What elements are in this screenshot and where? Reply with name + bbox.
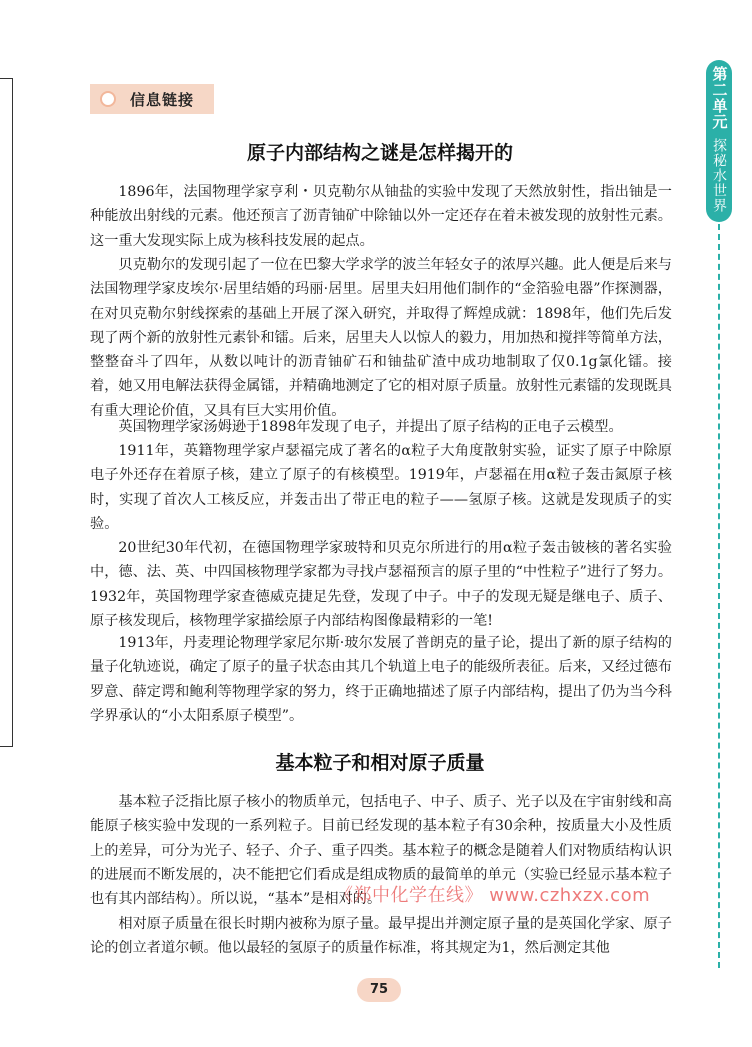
page-number: 75: [357, 978, 401, 1002]
section2-paragraph-2: 相对原子质量在很长时期内被称为原子量。最早提出并测定原子量的是英国化学家、原子论的创立者道尔顿。他以最轻的氢原子的质量作标准，将其规定为1，然后测定其他: [90, 916, 672, 957]
section1-title: 原子内部结构之谜是怎样揭开的: [246, 142, 513, 164]
section1-paragraph-4: 1911年，英籍物理学家卢瑟福完成了著名的α粒子大角度散射实验，证实了原子中除原电子外还存在着原子核，建立了原子的有核模型。1919年，卢瑟福在用α粒子轰击氮原子核时，实现了首次人工核反应，并轰击出了带正电的粒子——氢原子核。这就是发现质子的实验。: [90, 443, 672, 532]
section1-paragraph-3: 英国物理学家汤姆逊于1898年发现了电子，并提出了原子结构的正电子云模型。: [118, 419, 623, 435]
unit-side-tab: [706, 60, 732, 222]
info-link-badge: [90, 84, 214, 114]
section2-paragraph-1: 基本粒子泛指比原子核小的物质单元，包括电子、中子、质子、光子以及在宇宙射线和高能原子核实验中发现的一系列粒子。目前已经发现的基本粒子有30余种，按质量大小及性质上的差异，可分为光子、轻子、介子、重子四类。基本粒子的概念是随着人们对物质结构认识的进展而不断发展的，决不能把它们看成是组成物质的最简单的单元（实验已经显示基本粒子也有其内部结构）。所以说，“基本”是相对的。: [90, 794, 672, 908]
info-link-label: 信息链接: [130, 90, 195, 109]
section1-paragraph-5: 20世纪30年代初，在德国物理学家玻特和贝克尔所进行的用α粒子轰击铍核的著名实验中，德、法、英、中四国核物理学家都为寻找卢瑟福预言的原子里的“中性粒子”进行了努力。1932年，英国物理学家查德威克捷足先登，发现了中子。中子的发现无疑是继电子、质子、原子核发现后，核物理学家描绘原子内部结构图像最精彩的一笔!: [90, 540, 673, 629]
unit-label: 第二单元: [710, 66, 729, 130]
section2-title: 基本粒子和相对原子质量: [275, 752, 485, 774]
section1-paragraph-6: 1913年，丹麦理论物理学家尼尔斯·玻尔发展了普朗克的量子论，提出了新的原子结构的量子化轨迹说，确定了原子的量子状态由其几个轨道上电子的能级所表征。后来，又经过德布罗意、薛定谔和鲍利等物理学家的努力，终于正确地描述了原子内部结构，提出了仍为当今科学界承认的“小太阳系原子模型”。: [90, 635, 672, 724]
section1-paragraph-1: 1896年，法国物理学家亨利・贝克勒尔从铀盐的实验中发现了天然放射性，指出铀是一种能放出射线的元素。他还预言了沥青铀矿中除铀以外一定还存在着未被发现的放射性元素。这一重大发现实际上成为核科技发展的起点。: [90, 184, 672, 249]
circle-icon: [100, 91, 116, 107]
section1-paragraph-2: 贝克勒尔的发现引起了一位在巴黎大学求学的波兰年轻女子的浓厚兴趣。此人便是后来与法国物理学家皮埃尔·居里结婚的玛丽·居里。居里夫妇用他们制作的“金箔验电器”作探测器，在对贝克勒尔射线探索的基础上开展了深入研究，并取得了辉煌成就：1898年，他们先后发现了两个新的放射性元素钋和镭。后来，居里夫人以惊人的毅力，用加热和搅拌等简单方法，整整奋斗了四年，从数以吨计的沥青铀矿石和铀盐矿渣中成功地制取了仅0.1g氯化镭。接着，她又用电解法获得金属镭，并精确地测定了它的相对原子质量。放射性元素镭的发现既具有重大理论价值，又具有巨大实用价值。: [90, 257, 672, 419]
left-margin-bracket: [0, 78, 13, 747]
side-dashed-line: [718, 224, 720, 968]
site-watermark: 《郑中化学在线》 www.czhxzx.com: [335, 885, 651, 906]
unit-topic: 探秘水世界: [711, 138, 727, 213]
